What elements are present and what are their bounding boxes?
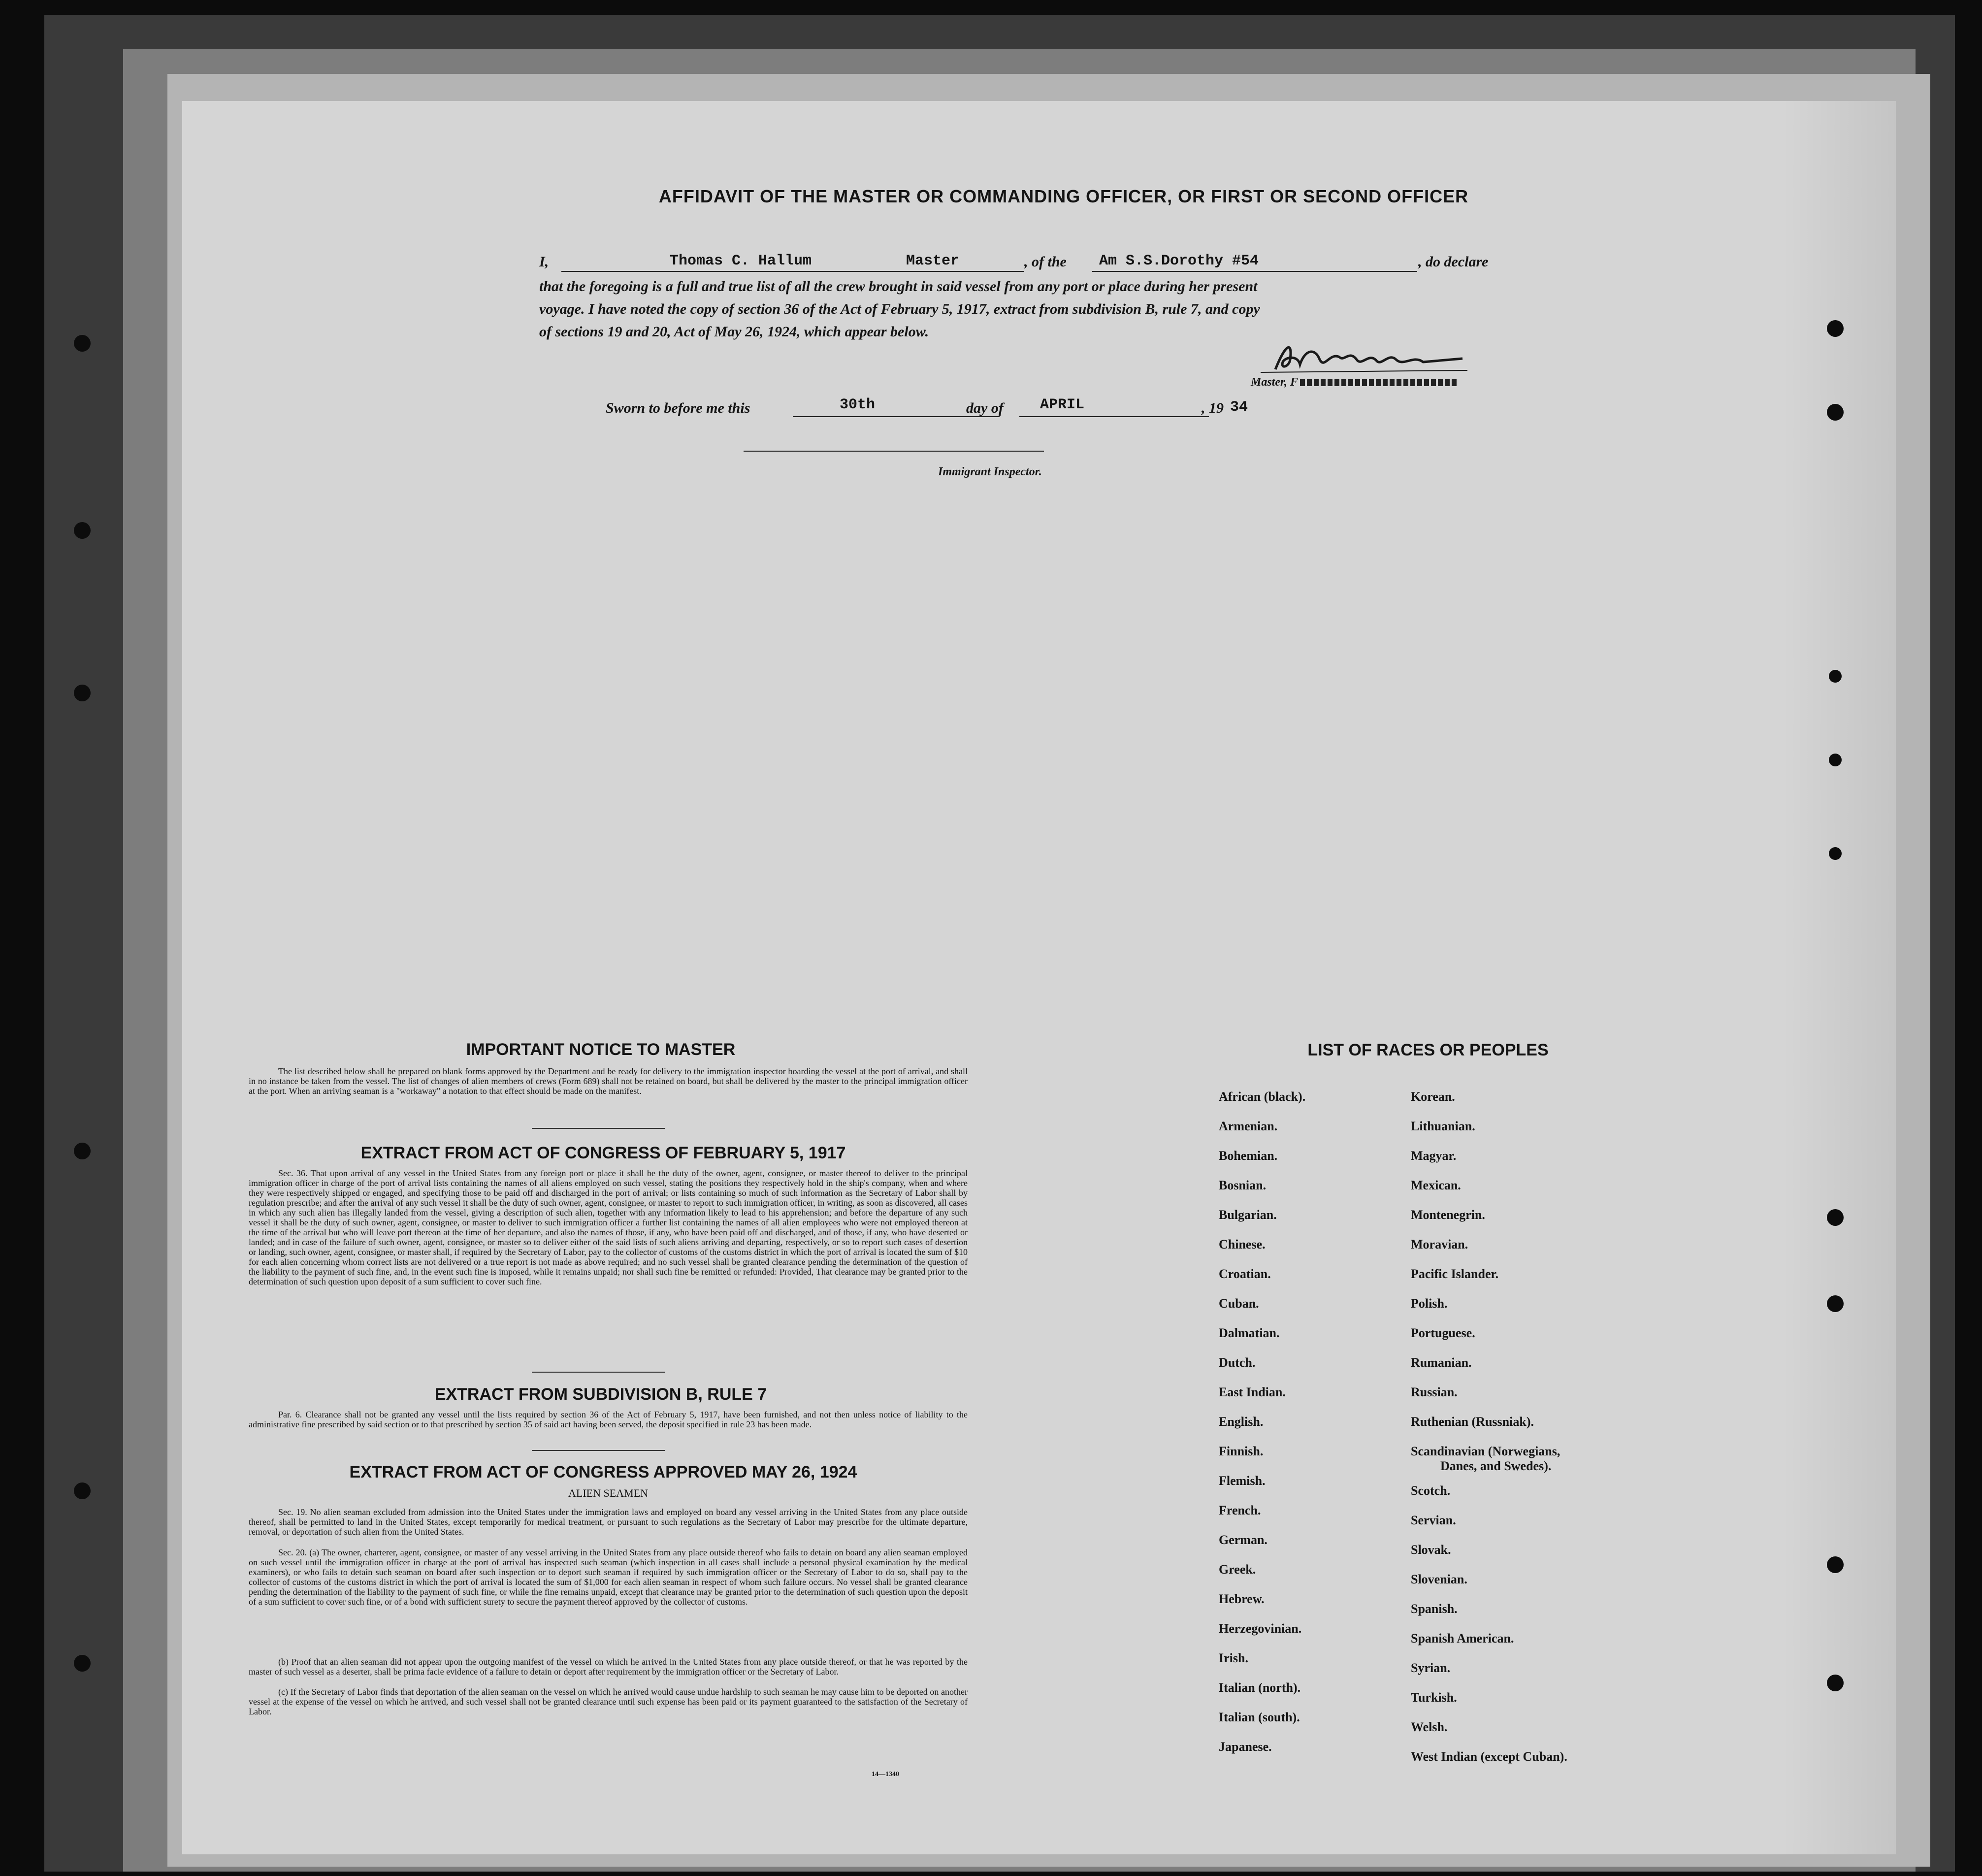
race-left: English. xyxy=(1219,1415,1264,1429)
race-right: Moravian. xyxy=(1411,1237,1468,1251)
sec-20a-text: Sec. 20. (a) The owner, charterer, agent, consignee, or master of any vessel arriving in the United States from any place outside thereof who fails to detain on board any alien seaman employed on such vessel until the immigration officer in charge at the port of arrival has inspected such seaman (which inspection in all cases shall include a personal physical examination by the medical examiners), or who fails to detain such seaman on board after such inspection or to deport such seaman if required by such immigration officer or the Secretary of Labor to do so, shall pay to the collector of customs of the customs district in which the port of arrival is located the sum of $1,000 for each alien seaman in respect of whom such failure occurs. No vessel shall be granted clearance pending the determination of the liability to the payment of such fine, or while the fine remains unpaid, except that clearance may be granted prior to the determination of such question upon the deposit of a sum sufficient to cover such fine, or of a bond with sufficient surety to secure the payment thereof approved by the collector of customs. xyxy=(249,1547,968,1607)
race-left: Irish. xyxy=(1219,1651,1248,1665)
race-right: Polish. xyxy=(1411,1296,1448,1311)
affidavit-of-the: , of the xyxy=(1024,254,1067,270)
race-right: West Indian (except Cuban). xyxy=(1411,1749,1567,1764)
sworn-month: APRIL xyxy=(1040,396,1085,413)
day-of-text: day of xyxy=(966,400,1004,416)
affidavit-title: AFFIDAVIT OF THE MASTER OR COMMANDING OFFICER, OR FIRST OR SECOND OFFICER xyxy=(658,186,1469,206)
affidavit-i: I, xyxy=(539,254,549,270)
vessel-name: Am S.S.Dorothy #54 xyxy=(1099,253,1259,269)
section-divider xyxy=(532,1372,665,1373)
race-left: Dalmatian. xyxy=(1219,1326,1280,1340)
master-rank: Master xyxy=(906,253,960,269)
race-left: Finnish. xyxy=(1219,1444,1264,1458)
race-right: Ruthenian (Russniak). xyxy=(1411,1415,1534,1429)
race-right: Slovenian. xyxy=(1411,1572,1467,1586)
race-left: Italian (north). xyxy=(1219,1680,1301,1695)
race-right: Mexican. xyxy=(1411,1178,1461,1192)
punch-hole-icon xyxy=(1829,754,1842,766)
race-right: Russian. xyxy=(1411,1385,1458,1399)
races-title: LIST OF RACES OR PEOPLES xyxy=(1307,1041,1549,1059)
race-right: Lithuanian. xyxy=(1411,1119,1475,1133)
extract-1917-text: Sec. 36. That upon arrival of any vessel in the United States from any foreign port or place it shall be the duty of the owner, agent, consignee, or master thereof to deliver to the principal immigration officer in charge of the port of arrival lists containing the names of all aliens employed on such vessel, stating the positions they respectively hold in the ship's company, when and where they were respectively shipped or engaged, and specifying those to be paid off and discharged in the port of arrival; or lists containing so much of such information as the Secretary of Labor shall by regulation prescribe; and after the arrival of any such vessel it shall be the duty of such owner, agent, consignee, or master to report to such immigration officer, in writing, as soon as discovered, all cases in which any such alien has illegally landed from the vessel, giving a description of such alien, together with any information likely to lead to his apprehension; and before the departure of any such vessel it shall be the duty of such owner, agent, consignee, or master to deliver to such immigration officer a further list containing the names of all alien employees who were not employed thereon at the time of the arrival but who will leave port thereon at the time of her departure, and also the names of those, if any, who have been paid off and discharged, and of those, if any, who have deserted or landed; and in case of the failure of such owner, agent, consignee, or master so to deliver either of the said lists of such aliens arriving and departing, respectively, or so to report such cases of desertion or landing, such owner, agent, consignee, or master shall, if required by the Secretary of Labor, pay to the collector of customs of the customs district in which the port of arrival is located the sum of $10 for each alien concerning whom correct lists are not delivered or a true report is not made as above required; and no such vessel shall be granted clearance pending the determination of the question of the liability to the payment of such fine, and, in the event such fine is imposed, while it remains unpaid; nor shall such fine be remitted or refunded: Provided, That clearance may be granted prior to the determination of such question upon deposit of a sum sufficient to cover such fine. xyxy=(249,1168,968,1286)
race-right: Scandinavian (Norwegians, xyxy=(1411,1444,1560,1458)
inspector-signature-line xyxy=(744,451,1044,452)
affidavit-line-3: voyage. I have noted the copy of section 36 of the Act of February 5, 1917, extract from subdivision B, rule 7, and copy xyxy=(539,301,1260,317)
race-left: African (black). xyxy=(1219,1089,1306,1104)
race-right: Spanish. xyxy=(1411,1602,1458,1616)
punch-hole-icon xyxy=(1829,670,1842,683)
race-left: Flemish. xyxy=(1219,1474,1266,1488)
race-left: French. xyxy=(1219,1503,1261,1517)
race-left: Herzegovinian. xyxy=(1219,1621,1302,1636)
master-signature xyxy=(1256,340,1472,374)
race-left: Cuban. xyxy=(1219,1296,1259,1311)
name-underline xyxy=(561,271,1024,272)
race-right: Magyar. xyxy=(1411,1149,1457,1163)
extract-1924-subtitle: ALIEN SEAMEN xyxy=(568,1487,648,1499)
punch-hole-icon xyxy=(74,1143,91,1159)
punch-hole-icon xyxy=(1827,320,1844,337)
punch-hole-icon xyxy=(74,1655,91,1672)
punch-hole-icon xyxy=(1827,1556,1844,1573)
extract-1917-title: EXTRACT FROM ACT OF CONGRESS OF FEBRUARY 5, 1917 xyxy=(360,1144,846,1162)
notice-title: IMPORTANT NOTICE TO MASTER xyxy=(466,1040,736,1059)
vessel-underline xyxy=(1092,271,1417,272)
page-shadow xyxy=(1783,101,1896,1854)
race-right: Slovak. xyxy=(1411,1543,1451,1557)
sec-19-text: Sec. 19. No alien seaman excluded from admission into the United States under the immigration laws and employed on board any vessel arriving in the United States from any place outside thereof, shall be permitted to land in the United States, except temporarily for medical treatment, or pursuant to such regulations as the Secretary of Labor may prescribe for the ultimate departure, removal, or deportation of such alien from the United States. xyxy=(249,1507,968,1537)
race-left: Armenian. xyxy=(1219,1119,1278,1133)
punch-hole-icon xyxy=(74,335,91,352)
race-left: Bosnian. xyxy=(1219,1178,1267,1192)
race-left: East Indian. xyxy=(1219,1385,1286,1399)
inspector-label: Immigrant Inspector. xyxy=(938,465,1042,478)
punch-hole-icon xyxy=(1827,1295,1844,1312)
race-left: Bulgarian. xyxy=(1219,1208,1277,1222)
punch-hole-icon xyxy=(1827,1209,1844,1226)
affidavit-line-4: of sections 19 and 20, Act of May 26, 1924, which appear below. xyxy=(539,324,929,340)
affidavit-do-declare: , do declare xyxy=(1418,254,1489,270)
race-left: German. xyxy=(1219,1533,1267,1547)
extract-1924-title: EXTRACT FROM ACT OF CONGRESS APPROVED MAY 26, 1924 xyxy=(349,1463,857,1481)
race-left: Dutch. xyxy=(1219,1355,1256,1370)
month-underline xyxy=(1019,416,1209,417)
punch-hole-icon xyxy=(74,1482,91,1499)
race-right: Montenegrin. xyxy=(1411,1208,1485,1222)
master-label: Master, F xyxy=(1251,376,1458,389)
race-right: Welsh. xyxy=(1411,1720,1448,1734)
race-right: Scotch. xyxy=(1411,1483,1451,1498)
race-right: Turkish. xyxy=(1411,1690,1457,1705)
sworn-day: 30th xyxy=(840,396,876,413)
race-left: Japanese. xyxy=(1219,1740,1272,1754)
section-divider xyxy=(532,1450,665,1451)
sworn-year: 34 xyxy=(1230,399,1248,416)
affidavit-line-2: that the foregoing is a full and true list of all the crew brought in said vessel from any port or place during her present xyxy=(539,278,1258,295)
punch-hole-icon xyxy=(1829,847,1842,860)
punch-hole-icon xyxy=(1827,1675,1844,1691)
race-right: Rumanian. xyxy=(1411,1355,1472,1370)
race-right: Syrian. xyxy=(1411,1661,1451,1675)
race-left: Italian (south). xyxy=(1219,1710,1300,1724)
section-divider xyxy=(532,1128,665,1129)
subdivision-text: Par. 6. Clearance shall not be granted any vessel until the lists required by section 36 of the Act of February 5, 1917, have been furnished, and not then unless notice of liability to the administrative fine prescribed by said section or to that prescribed by section 35 of said act having been served, the deposit specified in rule 23 has been made. xyxy=(249,1410,968,1429)
race-right: Korean. xyxy=(1411,1089,1455,1104)
race-left: Croatian. xyxy=(1219,1267,1271,1281)
year-prefix: , 19 xyxy=(1202,400,1224,416)
notice-text: The list described below shall be prepared on blank forms approved by the Department and be ready for delivery to the immigration inspector boarding the vessel at the port of arrival, and shall in no instance be taken from the vessel. The list of changes of alien members of crews (Form 689) shall not be retained on board, but shall be delivered by the master to the principal immigration officer at the port. When an arriving seaman is a "workaway" a notation to that effect should be made on the manifest. xyxy=(249,1066,968,1096)
race-right: Servian. xyxy=(1411,1513,1456,1527)
race-right: Pacific Islander. xyxy=(1411,1267,1499,1281)
struck-out-text xyxy=(1300,379,1458,386)
sec-20b-text: (b) Proof that an alien seaman did not appear upon the outgoing manifest of the vessel on which he arrived in the United States from any place outside thereof, or that he was reported by the master of such vessel as a deserter, shall be prima facie evidence of a failure to detain or deport after requirement by the immigration officer or the Secretary of Labor. xyxy=(249,1657,968,1677)
race-left: Hebrew. xyxy=(1219,1592,1265,1606)
punch-hole-icon xyxy=(74,685,91,701)
punch-hole-icon xyxy=(74,522,91,539)
race-left: Chinese. xyxy=(1219,1237,1266,1251)
race-left: Bohemian. xyxy=(1219,1149,1278,1163)
sworn-text: Sworn to before me this xyxy=(606,400,750,416)
master-name: Thomas C. Hallum xyxy=(670,253,812,269)
race-right: Portuguese. xyxy=(1411,1326,1475,1340)
race-right: Spanish American. xyxy=(1411,1631,1514,1646)
form-number: 14—1340 xyxy=(872,1771,899,1778)
race-left: Greek. xyxy=(1219,1562,1256,1577)
race-right-continued: Danes, and Swedes). xyxy=(1440,1459,1552,1473)
subdivision-title: EXTRACT FROM SUBDIVISION B, RULE 7 xyxy=(434,1385,767,1404)
sec-20c-text: (c) If the Secretary of Labor finds that deportation of the alien seaman on the vessel on which he arrived would cause undue hardship to such seaman he may cause him to be deported on another vessel at the expense of the vessel on which he arrived, and such vessel shall not be granted clearance until such expense has been paid or its payment guaranteed to the satisfaction of the Secretary of Labor. xyxy=(249,1687,968,1716)
